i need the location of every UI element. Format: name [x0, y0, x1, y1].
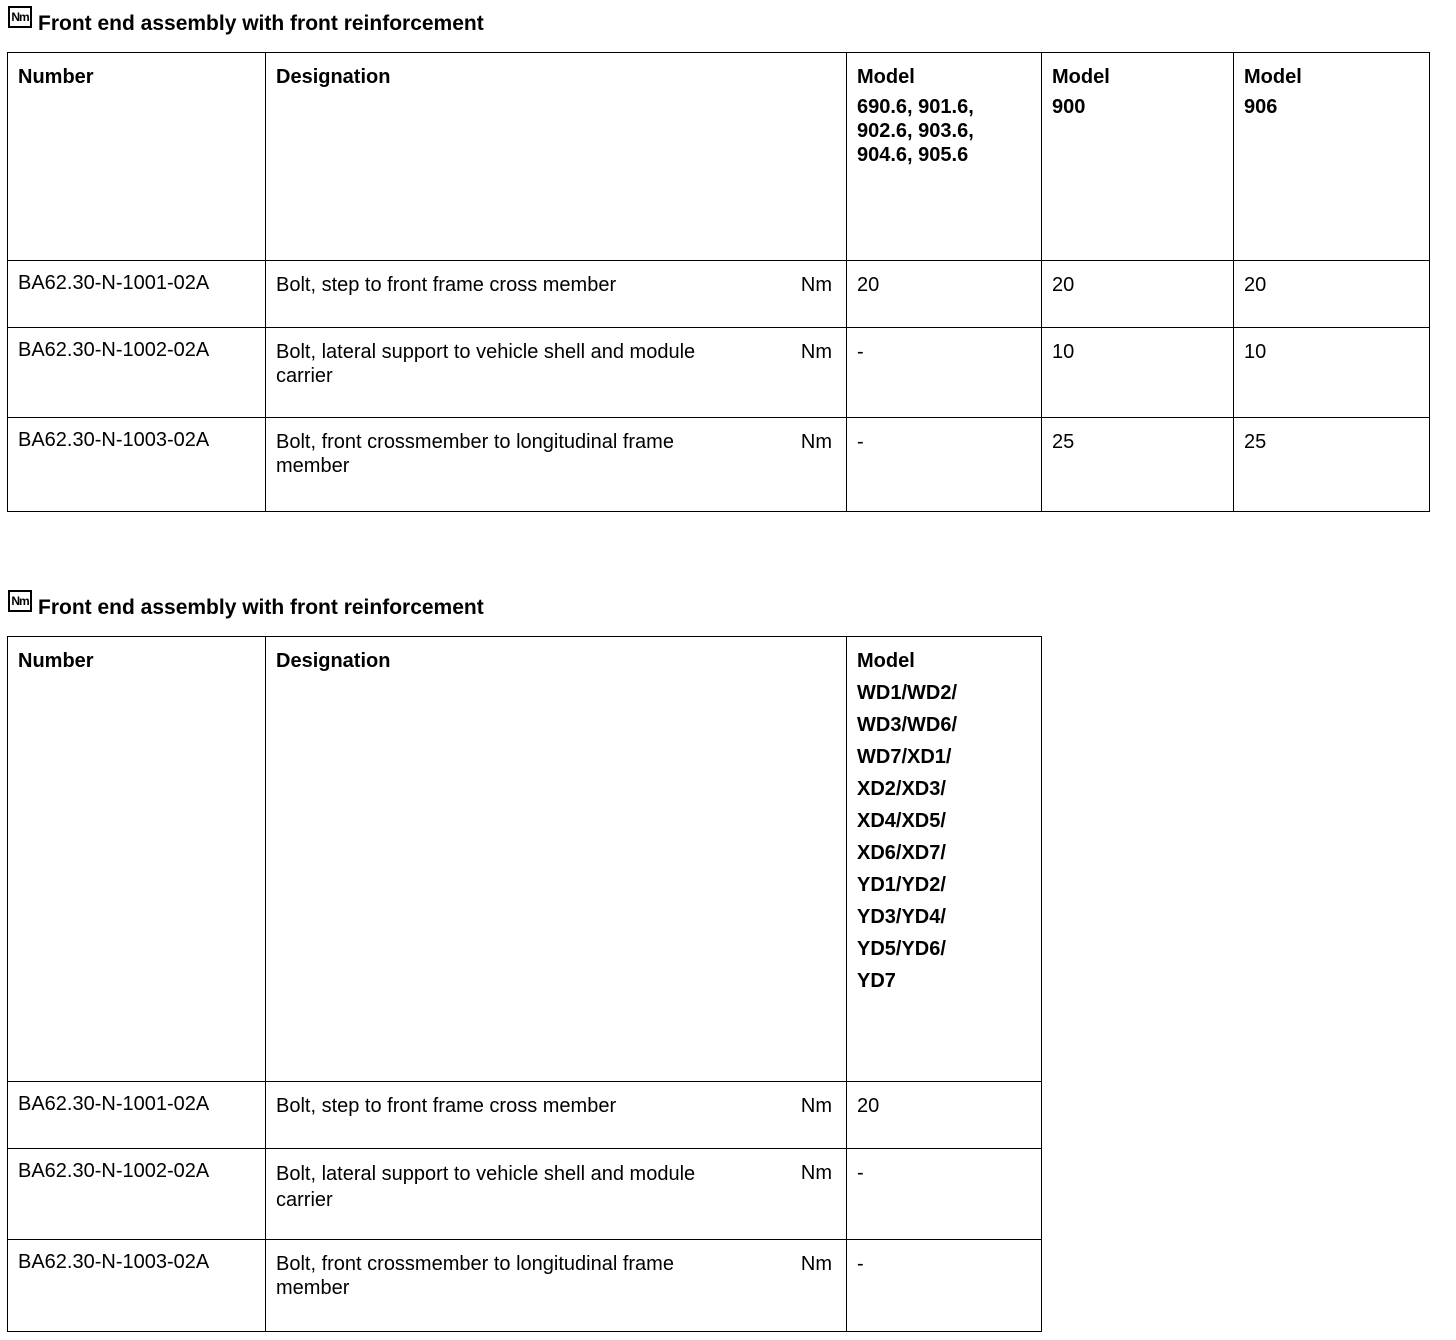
torque-value: -	[847, 1149, 1042, 1240]
model-line: WD1/WD2/	[857, 682, 957, 704]
designation-text: Bolt, step to front frame cross member	[276, 274, 617, 296]
designation-cell	[266, 328, 847, 418]
torque-value: -	[847, 1240, 1042, 1332]
designation-text: Bolt, step to front frame cross member	[276, 1095, 617, 1117]
section-title-1	[8, 6, 484, 36]
model-label: Model	[1052, 66, 1110, 88]
table-header-row	[8, 53, 1430, 261]
part-number: BA62.30-N-1002-02A	[8, 328, 266, 418]
torque-value: 10	[1234, 328, 1430, 418]
torque-value: 20	[847, 1082, 1042, 1149]
torque-value: -	[847, 328, 1042, 418]
model-line: XD4/XD5/	[857, 810, 946, 832]
designation-cell	[266, 1240, 847, 1332]
torque-nm-icon: Nm	[8, 6, 32, 28]
part-number: BA62.30-N-1002-02A	[8, 1149, 266, 1240]
designation-text: Bolt, lateral support to vehicle shell and module carrier	[276, 341, 696, 387]
model-line: XD6/XD7/	[857, 842, 946, 864]
torque-table-1	[7, 52, 1430, 512]
model-values: 690.6, 901.6, 902.6, 903.6, 904.6, 905.6	[857, 96, 974, 166]
designation-cell	[266, 261, 847, 328]
header-designation: Designation	[266, 53, 847, 261]
header-designation: Designation	[266, 637, 847, 1082]
model-line: YD7	[857, 970, 896, 992]
unit-label: Nm	[800, 431, 832, 453]
torque-value: 25	[1042, 418, 1234, 512]
header-number: Number	[8, 637, 266, 1082]
table-row	[8, 261, 1430, 328]
table-header-row	[8, 637, 1042, 1082]
part-number: BA62.30-N-1003-02A	[8, 1240, 266, 1332]
model-line: YD1/YD2/	[857, 874, 946, 896]
torque-value: 25	[1234, 418, 1430, 512]
torque-value: 10	[1042, 328, 1234, 418]
torque-value: 20	[847, 261, 1042, 328]
model-label: Model	[857, 66, 915, 88]
unit-label: Nm	[800, 341, 832, 363]
table-row	[8, 1082, 1042, 1149]
table-row	[8, 328, 1430, 418]
model-values: 900	[1052, 96, 1086, 118]
model-line: YD5/YD6/	[857, 938, 946, 960]
model-line: WD3/WD6/	[857, 714, 957, 736]
part-number: BA62.30-N-1001-02A	[8, 261, 266, 328]
part-number: BA62.30-N-1001-02A	[8, 1082, 266, 1149]
torque-nm-icon: Nm	[8, 590, 32, 612]
model-label: Model	[1244, 66, 1302, 88]
header-number: Number	[8, 53, 266, 261]
model-values: 906	[1244, 96, 1278, 118]
part-number: BA62.30-N-1003-02A	[8, 418, 266, 512]
model-label: Model	[857, 650, 915, 672]
section-title-2	[8, 590, 484, 620]
designation-cell	[266, 418, 847, 512]
header-model	[847, 637, 1042, 1082]
section-title-text: Front end assembly with front reinforcement	[38, 12, 484, 35]
unit-label: Nm	[800, 1095, 832, 1117]
designation-cell	[266, 1149, 847, 1240]
torque-value: 20	[1042, 261, 1234, 328]
model-line: YD3/YD4/	[857, 906, 946, 928]
section-title-text: Front end assembly with front reinforcement	[38, 596, 484, 619]
table-row	[8, 1240, 1042, 1332]
unit-label: Nm	[800, 1253, 832, 1275]
torque-value: 20	[1234, 261, 1430, 328]
table-row	[8, 1149, 1042, 1240]
header-model-1	[847, 53, 1042, 261]
header-model-3	[1234, 53, 1430, 261]
designation-cell	[266, 1082, 847, 1149]
table-row	[8, 418, 1430, 512]
header-model-2	[1042, 53, 1234, 261]
torque-value: -	[847, 418, 1042, 512]
designation-text: Bolt, front crossmember to longitudinal frame member	[276, 431, 674, 477]
unit-label: Nm	[800, 1162, 832, 1184]
designation-text: Bolt, front crossmember to longitudinal frame member	[276, 1253, 674, 1299]
designation-text: Bolt, lateral support to vehicle shell and module carrier	[276, 1163, 696, 1211]
unit-label: Nm	[800, 274, 832, 296]
model-line: XD2/XD3/	[857, 778, 946, 800]
model-line: WD7/XD1/	[857, 746, 952, 768]
torque-table-2	[7, 636, 1042, 1332]
